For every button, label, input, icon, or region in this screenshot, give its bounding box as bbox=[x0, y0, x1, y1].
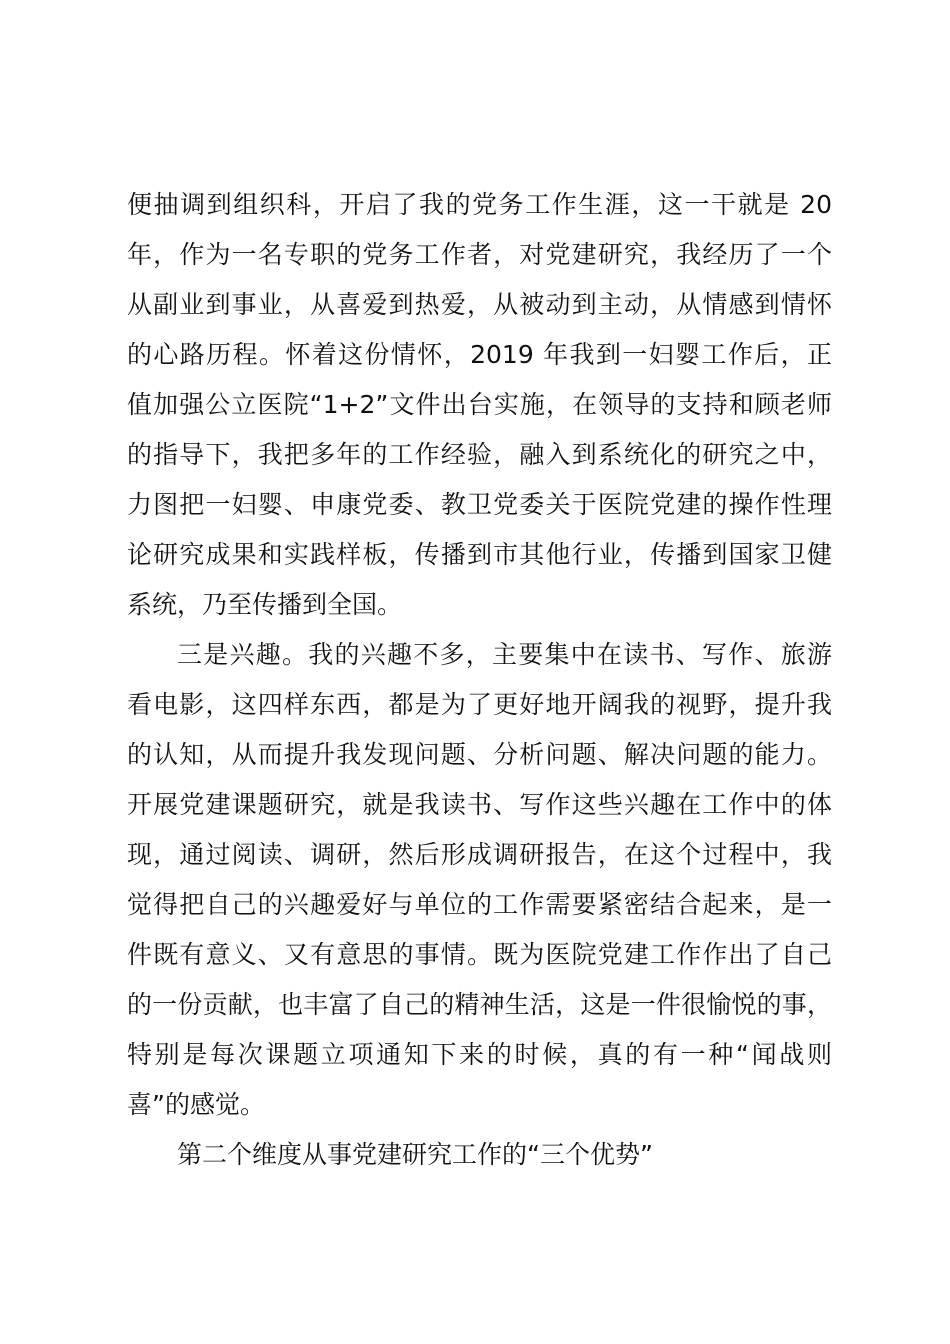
text-line: 件既有意义、又有意思的事情。既为医院党建工作作出了自己 bbox=[127, 940, 832, 969]
text-line: 特别是每次课题立项通知下来的时候，真的有一种“闻战则 bbox=[127, 1040, 832, 1069]
section-heading: 第二个维度从事党建研究工作的“三个优势” bbox=[177, 1140, 653, 1169]
text-line: 的一份贡献，也丰富了自己的精神生活，这是一件很愉悦的事， bbox=[127, 990, 832, 1019]
text-line: 的认知，从而提升我发现问题、分析问题、解决问题的能力。 bbox=[127, 740, 832, 769]
text-line: 看电影，这四样东西，都是为了更好地开阔我的视野，提升我 bbox=[127, 690, 832, 719]
paragraph-continuation bbox=[127, 180, 832, 630]
text-line: 现，通过阅读、调研，然后形成调研报告，在这个过程中，我 bbox=[127, 840, 832, 869]
text-line: 力图把一妇婴、申康党委、教卫党委关于医院党建的操作性理 bbox=[127, 490, 832, 519]
text-line: 觉得把自己的兴趣爱好与单位的工作需要紧密结合起来，是一 bbox=[127, 890, 832, 919]
text-line: 的指导下，我把多年的工作经验，融入到系统化的研究之中， bbox=[127, 440, 832, 469]
text-line: 从副业到事业，从喜爱到热爱，从被动到主动，从情感到情怀 bbox=[127, 290, 832, 319]
text-line: 年，作为一名专职的党务工作者，对党建研究，我经历了一个 bbox=[127, 240, 832, 269]
text-line: 系统，乃至传播到全国。 bbox=[127, 590, 403, 619]
text-line: 的心路历程。怀着这份情怀，2019 年我到一妇婴工作后，正 bbox=[127, 340, 832, 369]
text-line: 值加强公立医院“1+2”文件出台实施，在领导的支持和顾老师 bbox=[127, 390, 832, 419]
text-line: 开展党建课题研究，就是我读书、写作这些兴趣在工作中的体 bbox=[127, 790, 832, 819]
text-line: 论研究成果和实践样板，传播到市其他行业，传播到国家卫健 bbox=[127, 540, 832, 569]
document-body bbox=[127, 180, 832, 1180]
text-line: 喜”的感觉。 bbox=[127, 1090, 265, 1119]
text-line: 便抽调到组织科，开启了我的党务工作生涯，这一干就是 20 bbox=[127, 190, 832, 219]
text-line: 三是兴趣。我的兴趣不多，主要集中在读书、写作、旅游 bbox=[177, 640, 832, 669]
paragraph-interest bbox=[127, 630, 832, 1130]
